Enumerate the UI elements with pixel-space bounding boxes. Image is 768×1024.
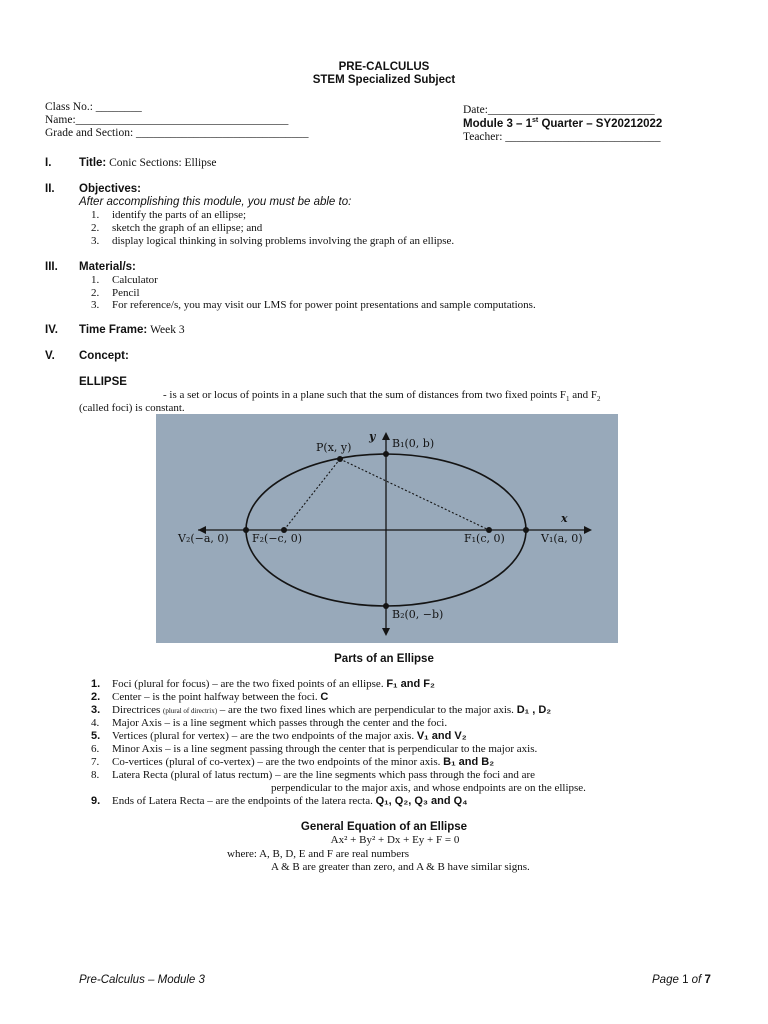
teacher-field: Teacher: ___________________________ — [463, 131, 661, 143]
section-1-num: I. — [45, 157, 52, 169]
ellipse-definition-line1: - is a set or locus of points in a plane such that the sum of distances from two fixed points $F_1$ and $F_2$ — [163, 389, 601, 404]
general-condition: A & B are greater than zero, and A & B have similar signs. — [271, 861, 530, 873]
objectives-intro: After accomplishing this module, you must be able to: — [79, 196, 352, 208]
general-equation: Ax² + By² + Dx + Ey + F = 0 — [330, 834, 460, 846]
material-item-1: 1. Calculator — [91, 274, 158, 286]
section-4-num: IV. — [45, 324, 59, 336]
footer-page-total: 7 — [704, 974, 711, 986]
ellipse-heading: ELLIPSE — [79, 376, 127, 388]
point-v2 — [243, 527, 249, 533]
class-no-field: Class No.: ________ — [45, 101, 142, 113]
grade-section-field: Grade and Section: ______________________________ — [45, 127, 309, 139]
concept-label: Concept: — [79, 350, 129, 362]
part-item-6: 6. Minor Axis – is a line segment passing through the center that is perpendicular to the major axis. — [91, 743, 538, 755]
part-item-9: 9. Ends of Latera Recta – are the endpoints of the latera recta. Q₁, Q₂, Q₃ and Q₄ — [91, 795, 468, 807]
part-item-7: 7. Co-vertices (plural of co-vertex) – are the two endpoints of the minor axis. B₁ and B₂ — [91, 756, 495, 768]
document-subtitle: STEM Specialized Subject — [312, 74, 456, 86]
part-item-3: 3. Directrices (plural of directrix) – are the two fixed lines which are perpendicular to the major axis. D₁ , D₂ — [91, 704, 552, 716]
label-x-axis: x — [561, 512, 568, 525]
material-item-3: 3. For reference/s, you may visit our LMS for power point presentations and sample computations. — [91, 299, 536, 311]
part-item-8-line2: perpendicular to the major axis, and whose endpoints are on the ellipse. — [271, 782, 586, 794]
label-v1: V₁(a, 0) — [541, 532, 583, 545]
name-field: Name:_____________________________________ — [45, 114, 289, 126]
objective-item-2: 2. sketch the graph of an ellipse; and — [91, 222, 263, 234]
part-item-8: 8. Latera Recta (plural of latus rectum) – are the line segments which pass through the foci and are — [91, 769, 536, 781]
general-equation-heading: General Equation of an Ellipse — [300, 821, 468, 833]
materials-label: Material/s: — [79, 261, 136, 273]
section-1 — [79, 157, 216, 169]
part-item-2: 2. Center – is the point halfway between the foci. C — [91, 691, 329, 703]
document-title: PRE-CALCULUS — [338, 61, 430, 73]
module-rest: Quarter – SY20212022 — [538, 117, 663, 130]
title-value: Conic Sections: Ellipse — [109, 157, 217, 169]
footer-page-num: 1 — [682, 974, 689, 986]
general-where: where: A, B, D, E and F are real numbers — [227, 848, 410, 860]
footer-page: Page 1 of 7 — [652, 974, 711, 986]
label-f2: F₂(−c, 0) — [252, 532, 302, 545]
section-2-num: II. — [45, 183, 55, 195]
label-p: P(x, y) — [316, 441, 352, 454]
objective-item-3: 3. display logical thinking in solving problems involving the graph of an ellipse. — [91, 235, 455, 247]
module-text: Module 3 – 1 — [463, 117, 533, 130]
module-label — [463, 117, 662, 130]
point-b2 — [383, 603, 389, 609]
label-b1: B₁(0, b) — [392, 437, 435, 450]
section-4 — [79, 324, 185, 336]
part-item-5: 5. Vertices (plural for vertex) – are the two endpoints of the major axis. V₁ and V₂ — [91, 730, 467, 742]
parts-heading: Parts of an Ellipse — [334, 653, 434, 665]
date-field: Date:_____________________________ — [463, 104, 655, 116]
footer-left: Pre-Calculus – Module 3 — [79, 974, 205, 986]
objective-item-1: 1. identify the parts of an ellipse; — [91, 209, 247, 221]
point-v1 — [523, 527, 529, 533]
label-f1: F₁(c, 0) — [464, 532, 505, 545]
ellipse-definition-line2: (called foci) is constant. — [79, 402, 185, 414]
label-v2: V₂(−a, 0) — [178, 532, 229, 545]
part-item-4: 4. Major Axis – is a line segment which passes through the center and the foci. — [91, 717, 448, 729]
objectives-label: Objectives: — [79, 183, 141, 195]
point-p — [337, 456, 343, 462]
label-y-axis: y — [369, 430, 376, 443]
section-3-num: III. — [45, 261, 58, 273]
time-frame-value: Week 3 — [150, 324, 185, 336]
part-item-1: 1. Foci (plural for focus) – are the two fixed points of an ellipse. F₁ and F₂ — [91, 678, 435, 690]
title-label: Title: — [79, 157, 107, 169]
point-b1 — [383, 451, 389, 457]
section-5-num: V. — [45, 350, 55, 362]
module-sup: st — [532, 117, 539, 124]
label-b2: B₂(0, −b) — [392, 608, 444, 621]
material-item-2: 2. Pencil — [91, 287, 140, 299]
ellipse-diagram — [156, 414, 618, 643]
time-frame-label: Time Frame: — [79, 324, 148, 336]
